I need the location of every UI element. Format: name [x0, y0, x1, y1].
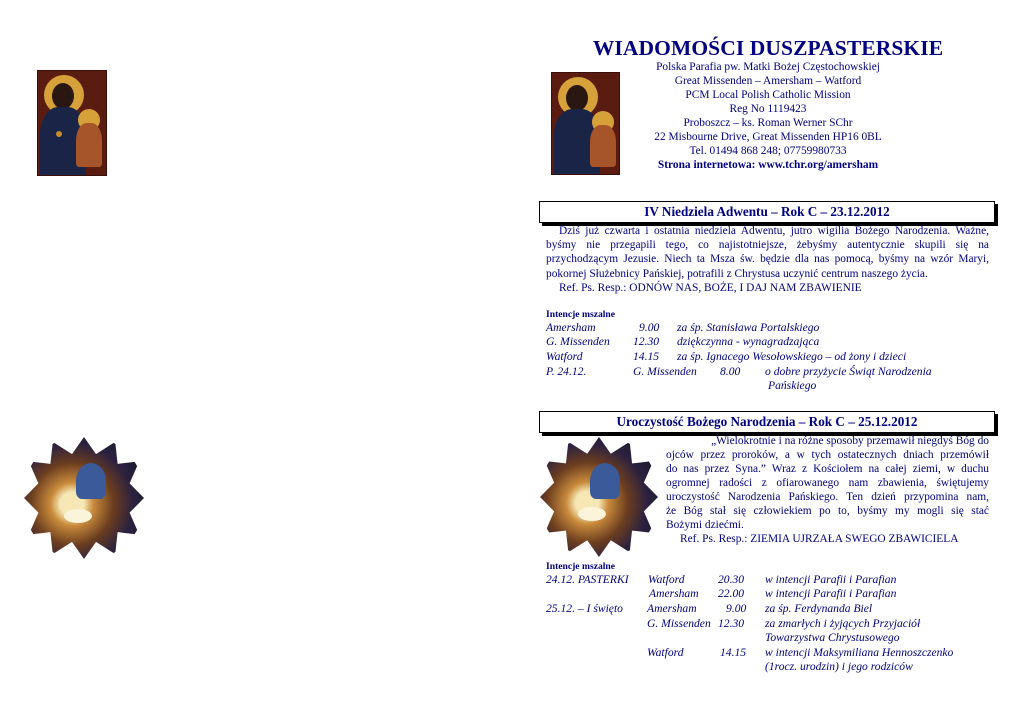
reg-number: Reg No 1119423 — [729, 103, 807, 115]
intention-day: P. 24.12. — [546, 365, 587, 378]
phone: Tel. 01494 868 248; 07759980733 — [689, 145, 847, 157]
intention-text: o dobre przyżycie Świąt Narodzenia — [765, 365, 932, 378]
christmas-text-line: uroczystość Narodzenia Pańskiego. Ten dzień przypomina nam, — [666, 491, 989, 503]
nativity-icon — [24, 437, 144, 559]
intention-place: Amersham — [546, 321, 596, 334]
intention-place: Amersham — [649, 587, 699, 600]
address: 22 Misbourne Drive, Great Missenden HP16 0BL — [654, 131, 882, 143]
christmas-psalm-response: Ref. Ps. Resp.: ZIEMIA UJRZAŁA SWEGO ZBAWICIELA — [680, 533, 959, 545]
intention-time: 14.15 — [720, 646, 747, 659]
christmas-text-line: że Bóg stał się człowiekiem po to, byśmy my mogli się stać — [666, 505, 989, 517]
intention-place: Watford — [546, 350, 583, 363]
intention-text: za śp. Ignacego Wesołowskiego – od żony i dzieci — [677, 350, 907, 363]
intention-place: Watford — [648, 573, 685, 586]
intention-time: 12.30 — [718, 617, 745, 630]
intention-time: 20.30 — [718, 573, 745, 586]
intention-place: Watford — [647, 646, 684, 659]
advent-psalm-response: Ref. Ps. Resp.: ODNÓW NAS, BOŻE, I DAJ NAM ZBAWIENIE — [559, 282, 862, 294]
intention-text: w intencji Parafii i Parafian — [765, 587, 897, 600]
intention-place: G. Missenden — [647, 617, 711, 630]
intention-text: w intencji Maksymiliana Hennoszczenko — [765, 646, 954, 659]
intention-time: 8.00 — [720, 365, 741, 378]
nativity-icon — [540, 437, 658, 557]
christmas-text-line: do nas przez Syna.” Wraz z Kościołem na całej ziemi, w duchu — [666, 463, 989, 475]
christmas-text-line: „Wielokrotnie i na różne sposoby przemawił niegdyś Bóg do — [711, 435, 989, 447]
intention-text: za śp. Stanisława Portalskiego — [677, 321, 820, 334]
intention-time: 12.30 — [633, 335, 660, 348]
intention-place: Amersham — [647, 602, 697, 615]
advent-text: Dziś już czwarta i ostatnia niedziela Adwentu, jutro wigilia Bożego Narodzenia. Ważne, byśmy nie przegapili tego, co najistotniejsze, żebyśmy autentycznie skupili się na przychodzącym Jezusie. Niech ta Msza św. będzie dla nas pomocą, byśmy na wzór Maryi, pokornej Służebnicy Pańskiej, potrafili z Chrystusa uczynić centrum naszego życia. — [546, 225, 989, 280]
section-heading-christmas: Uroczystość Bożego Narodzenia – Rok C – 25.12.2012 — [539, 411, 995, 433]
page-title: WIADOMOŚCI DUSZPASTERSKIE — [592, 36, 944, 60]
website-link[interactable]: Strona internetowa: www.tchr.org/amersham — [657, 159, 879, 171]
intention-text: w intencji Parafii i Parafian — [765, 573, 897, 586]
intentions-label: Intencje mszalne — [546, 309, 616, 320]
intention-time: 22.00 — [718, 587, 745, 600]
intention-text: dziękczynna - wynagradzająca — [677, 335, 820, 348]
christmas-text-line: ojców przez proroków, a w tych ostatecznych dniach przemówił — [666, 449, 989, 461]
parish-name: Polska Parafia pw. Matki Bożej Częstochowskiej — [656, 61, 880, 73]
madonna-icon — [37, 70, 107, 176]
christmas-text-line: ogromnej radości z ofiarowanego nam zbawienia, świętujemy — [666, 477, 989, 489]
mission-name: PCM Local Polish Catholic Mission — [685, 89, 851, 101]
intention-text-cont: Towarzystwa Chrystusowego — [765, 631, 900, 644]
intention-time: 14.15 — [633, 350, 660, 363]
parish-priest: Proboszcz – ks. Roman Werner SChr — [683, 117, 853, 129]
christmas-text-line: Bożymi dziećmi. — [666, 519, 744, 531]
intention-day: 24.12. PASTERKI — [546, 573, 629, 586]
intention-time: 9.00 — [639, 321, 660, 334]
intention-text-cont: Pańskiego — [768, 379, 817, 392]
parish-locations: Great Missenden – Amersham – Watford — [674, 75, 862, 87]
intention-day: 25.12. – I święto — [546, 602, 623, 615]
intentions-label: Intencje mszalne — [546, 561, 616, 572]
intention-time: 9.00 — [726, 602, 747, 615]
section-heading-advent: IV Niedziela Adwentu – Rok C – 23.12.2012 — [539, 201, 995, 223]
intention-text-cont: (1rocz. urodzin) i jego rodziców — [765, 660, 913, 673]
intention-place: G. Missenden — [633, 365, 697, 378]
intention-text: za zmarłych i żyjących Przyjaciół — [765, 617, 921, 630]
intention-text: za śp. Ferdynanda Biel — [765, 602, 873, 615]
intention-place: G. Missenden — [546, 335, 610, 348]
